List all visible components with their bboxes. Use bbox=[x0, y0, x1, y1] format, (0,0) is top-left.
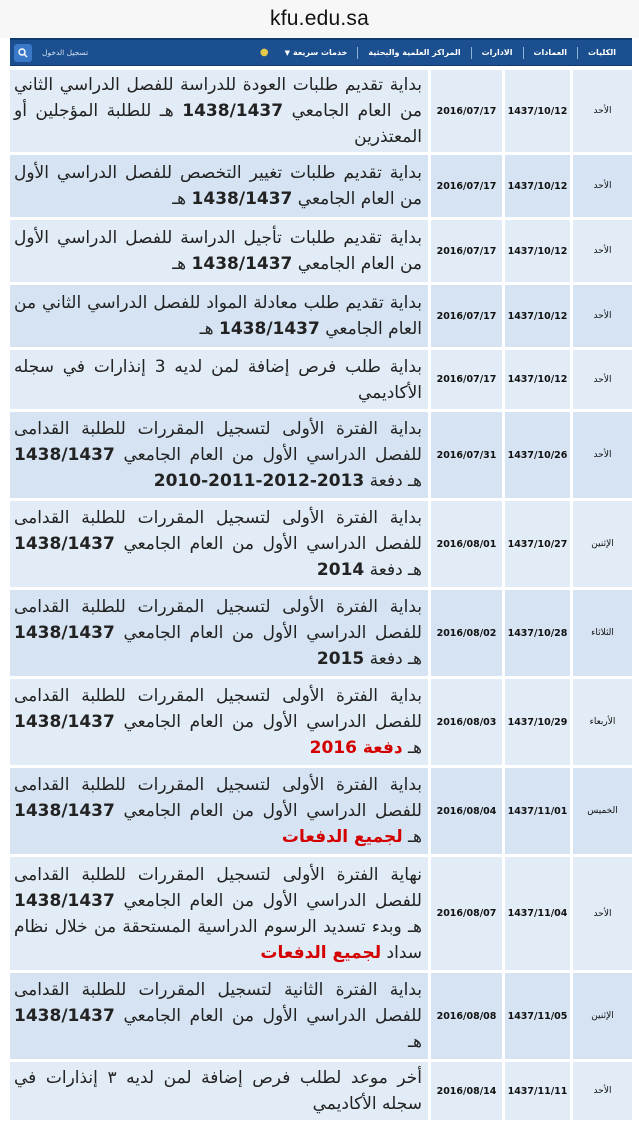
event-description-cell bbox=[10, 350, 428, 409]
user-icon[interactable]: ● bbox=[259, 47, 269, 58]
event-description-cell bbox=[10, 155, 428, 217]
day-cell: الأحد bbox=[570, 70, 632, 152]
table-row bbox=[10, 590, 632, 676]
event-description-cell bbox=[10, 220, 428, 282]
description-text: بداية الفترة الأولى لتسجيل المقررات للطلبة القدامى للفصل الدراسي الأول من العام الجامعي bbox=[14, 597, 422, 643]
description-text: هـ bbox=[199, 319, 219, 339]
description-text: بداية الفترة الأولى لتسجيل المقررات للطلبة القدامى للفصل الدراسي الأول من العام الجامعي bbox=[14, 775, 422, 821]
gregorian-date-cell: 2016/07/17 bbox=[428, 70, 502, 152]
event-description-cell bbox=[10, 973, 428, 1059]
description-text: هـ bbox=[402, 827, 422, 847]
search-button[interactable] bbox=[14, 44, 32, 62]
hijri-date-cell: 1437/10/12 bbox=[502, 285, 570, 347]
gregorian-date-cell: 2016/08/07 bbox=[428, 857, 502, 970]
gregorian-date-cell: 2016/07/31 bbox=[428, 412, 502, 498]
description-text: 1438/1437 bbox=[14, 801, 115, 821]
gregorian-date-cell: 2016/07/17 bbox=[428, 220, 502, 282]
event-description-cell bbox=[10, 70, 428, 152]
description-text: 1438/1437 bbox=[191, 254, 293, 274]
url-text[interactable]: kfu.edu.sa bbox=[270, 7, 369, 30]
event-description-cell bbox=[10, 501, 428, 587]
hijri-date-cell: 1437/11/01 bbox=[502, 768, 570, 854]
search-icon bbox=[18, 48, 28, 58]
description-text: 1438/1437 bbox=[182, 101, 284, 121]
description-text: نهاية الفترة الأولى لتسجيل المقررات للطلبة القدامى للفصل الدراسي الأول من العام الجامعي bbox=[14, 864, 422, 911]
event-description-cell bbox=[10, 857, 428, 970]
day-cell: الأحد bbox=[570, 285, 632, 347]
description-text: 1438/1437 bbox=[14, 890, 115, 911]
hijri-date-cell: 1437/10/12 bbox=[502, 220, 570, 282]
description-text: 1438/1437 bbox=[14, 623, 115, 643]
hijri-date-cell: 1437/10/12 bbox=[502, 155, 570, 217]
hijri-date-cell: 1437/11/11 bbox=[502, 1062, 570, 1120]
description-text: بداية الفترة الأولى لتسجيل المقررات للطلبة القدامى للفصل الدراسي الأول من العام الجامعي bbox=[14, 419, 422, 465]
hijri-date-cell: 1437/11/05 bbox=[502, 973, 570, 1059]
description-text: 2014 bbox=[316, 560, 365, 580]
event-description-cell bbox=[10, 412, 428, 498]
day-cell: الأحد bbox=[570, 350, 632, 409]
gregorian-date-cell: 2016/08/04 bbox=[428, 768, 502, 854]
day-cell: الأحد bbox=[570, 857, 632, 970]
nav-item-colleges[interactable]: الكليات bbox=[588, 48, 616, 57]
description-text: بداية تقديم طلبات العودة للدراسة للفصل الدراسي الثاني من العام الجامعي bbox=[14, 75, 422, 121]
academic-calendar-table bbox=[10, 67, 632, 1123]
highlight-text: لجميع الدفعات bbox=[260, 942, 382, 963]
gregorian-date-cell: 2016/07/17 bbox=[428, 155, 502, 217]
hijri-date-cell: 1437/10/28 bbox=[502, 590, 570, 676]
description-text: 1438/1437 bbox=[14, 712, 115, 732]
day-cell: الأربعاء bbox=[570, 679, 632, 765]
chevron-down-icon: ▼ bbox=[284, 48, 290, 57]
table-row bbox=[10, 285, 632, 347]
day-cell: الأحد bbox=[570, 220, 632, 282]
gregorian-date-cell: 2016/07/17 bbox=[428, 350, 502, 409]
description-text: هـ bbox=[408, 1032, 422, 1052]
description-text: بداية تقديم طلبات تأجيل الدراسة للفصل الدراسي الأول من العام الجامعي bbox=[14, 228, 422, 274]
nav-item-departments[interactable]: الادارات bbox=[481, 48, 513, 57]
day-cell: الإثنين bbox=[570, 973, 632, 1059]
event-description-cell bbox=[10, 1062, 428, 1120]
gregorian-date-cell: 2016/08/14 bbox=[428, 1062, 502, 1120]
main-nav-bar bbox=[10, 38, 632, 66]
table-row bbox=[10, 973, 632, 1059]
description-text: بداية طلب فرص إضافة لمن لديه 3 إنذارات في سجله الأكاديمي bbox=[14, 356, 422, 403]
login-link[interactable]: تسجيل الدخول bbox=[42, 48, 89, 57]
table-row bbox=[10, 857, 632, 970]
description-text: أخر موعد لطلب فرص إضافة لمن لديه ٣ إنذارات في سجله الأكاديمي bbox=[14, 1068, 422, 1114]
day-cell: الخميس bbox=[570, 768, 632, 854]
description-text: 1438/1437 bbox=[191, 189, 293, 209]
description-text: هـ دفعة bbox=[364, 649, 422, 669]
day-cell: الإثنين bbox=[570, 501, 632, 587]
nav-item-quick-services[interactable] bbox=[275, 48, 358, 57]
description-text: هـ دفعة bbox=[364, 471, 422, 491]
gregorian-date-cell: 2016/08/02 bbox=[428, 590, 502, 676]
description-text: 1438/1437 bbox=[14, 534, 115, 554]
event-description-cell bbox=[10, 590, 428, 676]
day-cell: الأحد bbox=[570, 1062, 632, 1120]
description-text: 1438/1437 bbox=[14, 1006, 115, 1026]
event-description-cell bbox=[10, 768, 428, 854]
gregorian-date-cell: 2016/08/03 bbox=[428, 679, 502, 765]
table-row bbox=[10, 501, 632, 587]
nav-item-deanships[interactable]: العمادات bbox=[533, 48, 568, 57]
hijri-date-cell: 1437/10/26 bbox=[502, 412, 570, 498]
hijri-date-cell: 1437/11/04 bbox=[502, 857, 570, 970]
description-text: بداية تقديم طلبات تغيير التخصص للفصل الدراسي الأول من العام الجامعي bbox=[14, 163, 422, 209]
description-text: 1438/1437 bbox=[219, 319, 320, 339]
description-text: بداية الفترة الثانية لتسجيل المقررات للطلبة القدامى للفصل الدراسي الأول من العام الجامعي bbox=[14, 980, 422, 1026]
highlight-text: دفعة 2016 bbox=[309, 738, 403, 758]
table-row bbox=[10, 768, 632, 854]
description-text: هـ bbox=[172, 189, 192, 209]
description-text: 2013-2012-2011-2010 bbox=[153, 471, 365, 491]
description-text: هـ دفعة bbox=[364, 560, 422, 580]
day-cell: الثلاثاء bbox=[570, 590, 632, 676]
table-row bbox=[10, 350, 632, 409]
description-text: بداية تقديم طلب معادلة المواد للفصل الدراسي الثاني من العام الجامعي bbox=[14, 293, 422, 339]
table-row bbox=[10, 155, 632, 217]
hijri-date-cell: 1437/10/29 bbox=[502, 679, 570, 765]
nav-item-research-centers[interactable]: المراكز العلمية والبحثية bbox=[368, 48, 461, 57]
hijri-date-cell: 1437/10/12 bbox=[502, 350, 570, 409]
event-description-cell bbox=[10, 285, 428, 347]
table-row bbox=[10, 220, 632, 282]
description-text: 1438/1437 bbox=[14, 445, 115, 465]
description-text: هـ للطلبة المؤجلين أو المعتذرين bbox=[14, 101, 422, 147]
nav-item-quick-services-label: خدمات سريعة bbox=[293, 48, 348, 57]
description-text: هـ وبدء تسديد الرسوم الدراسية المستحقة من خلال نظام سداد bbox=[14, 916, 422, 963]
day-cell: الأحد bbox=[570, 155, 632, 217]
hijri-date-cell: 1437/10/12 bbox=[502, 70, 570, 152]
description-text: هـ bbox=[402, 738, 422, 758]
description-text: هـ bbox=[172, 254, 192, 274]
day-cell: الأحد bbox=[570, 412, 632, 498]
description-text: 2015 bbox=[316, 649, 365, 669]
table-row bbox=[10, 679, 632, 765]
hijri-date-cell: 1437/10/27 bbox=[502, 501, 570, 587]
description-text: بداية الفترة الأولى لتسجيل المقررات للطلبة القدامى للفصل الدراسي الأول من العام الجامعي bbox=[14, 508, 422, 554]
gregorian-date-cell: 2016/07/17 bbox=[428, 285, 502, 347]
table-row bbox=[10, 70, 632, 152]
event-description-cell bbox=[10, 679, 428, 765]
gregorian-date-cell: 2016/08/08 bbox=[428, 973, 502, 1059]
description-text: بداية الفترة الأولى لتسجيل المقررات للطلبة القدامى للفصل الدراسي الأول من العام الجامعي bbox=[14, 686, 422, 732]
browser-address-bar[interactable] bbox=[0, 0, 639, 38]
highlight-text: لجميع الدفعات bbox=[281, 827, 403, 847]
table-row bbox=[10, 412, 632, 498]
table-row bbox=[10, 1062, 632, 1120]
gregorian-date-cell: 2016/08/01 bbox=[428, 501, 502, 587]
